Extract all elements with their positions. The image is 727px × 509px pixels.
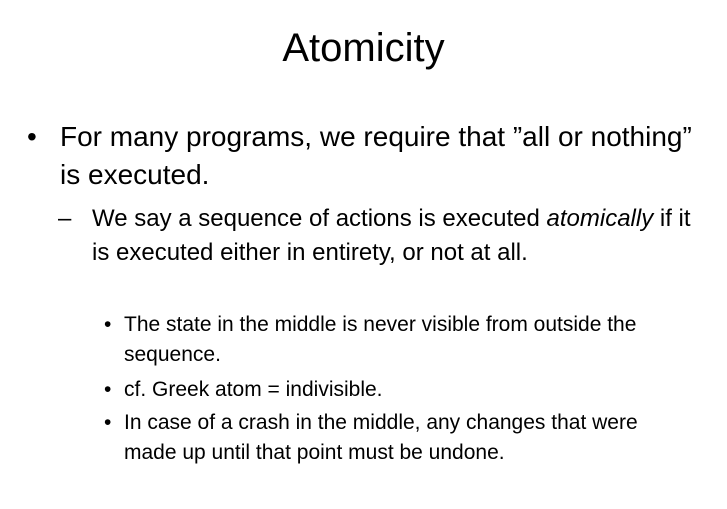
sub-bullet-text: cf. Greek atom = indivisible. (124, 378, 383, 401)
bullet-marker: • (104, 378, 112, 401)
dash-marker: – (58, 205, 72, 232)
sub-bullet-greek-atom (104, 375, 694, 405)
slide-title: Atomicity (282, 26, 445, 70)
bullet-marker: • (104, 411, 112, 434)
bullet-marker: • (104, 313, 112, 336)
bullet-level2 (58, 202, 692, 270)
sub-bullet-text: The state in the middle is never visible from outside the sequence. (124, 313, 637, 366)
sub-bullet-crash-undo (104, 408, 694, 468)
sub-bullet-text: In case of a crash in the middle, any changes that were made up until that point must be undone. (124, 411, 638, 464)
bullet-level1-text: For many programs, we require that ”all or nothing” is executed. (60, 121, 692, 190)
bullet-level2-text-after: if it is executed either in entirety, or not at all. (92, 205, 691, 266)
bullet-level1 (27, 118, 710, 194)
bullet-level2-text-before: We say a sequence of actions is executed (92, 205, 547, 232)
sub-bullet-state-visibility (104, 310, 694, 370)
bullet-marker: • (27, 121, 37, 152)
bullet-level2-emphasis: atomically (546, 205, 654, 232)
